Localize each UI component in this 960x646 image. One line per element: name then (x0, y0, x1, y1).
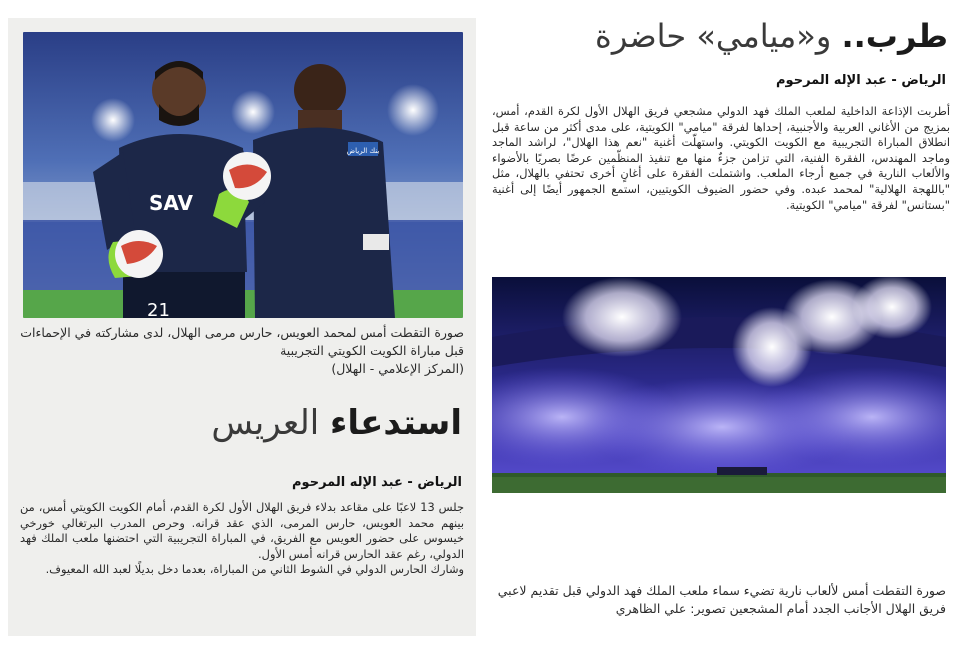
jersey-number: 21 (147, 300, 170, 318)
headline-bold-part: طرب.. (841, 17, 948, 55)
left-headline (211, 400, 462, 446)
paragraph: أطربت الإذاعة الداخلية لملعب الملك فهد الدولي مشجعي فريق الهلال الأول لكرة القدم، أمس، بمزيج من الأغاني العربية والأجنبية، إحداها لفرقة "ميامي" الكويتية، على مدى أكثر من ساعة قبل انطلاق المباراة التجريبية مع الكويت الكويتي. واستهلّت أغنية "نعم هذا الهلال"، لراشد الماجد وماجد المهندس، الفقرة الفنية، التي تزامن جزءٌ منها مع تنفيذ المنظّمين عرضًا بصريًا بالأضواء والألعاب النارية في جميع أرجاء الملعب. واشتملت الفقرة على أغانٍ أخرى تحتفي بالهلال، مثل "باللهجة الهلالية" لمحمد عبده. وفي حضور الضيوف الكويتيين، استمع الجمهور أيضًا إلى أغنية "بستانس" لفرقة "ميامي" الكويتية. (492, 104, 950, 212)
headline-bold-part: استدعاء (330, 403, 462, 443)
right-article (484, 0, 954, 646)
goalkeeper-photo-caption (20, 324, 464, 378)
back-patch: بنك الرياض (346, 147, 380, 155)
right-article-body (492, 104, 950, 213)
goalkeeper-photo (23, 32, 463, 318)
stadium-fireworks-photo (492, 277, 946, 493)
left-article-body (20, 500, 464, 578)
right-headline (595, 14, 948, 58)
right-byline: الرياض - عبد الإله المرحوم (776, 73, 946, 88)
caption-text: صورة التقطت أمس لمحمد العويس، حارس مرمى الهلال، لدى مشاركته في الإحماءات قبل مباراة الكويت الكويتي التجريبية (20, 325, 464, 358)
left-article (8, 18, 476, 636)
fireworks-photo-caption: صورة التقطت أمس لألعاب نارية تضيء سماء ملعب الملك فهد الدولي قبل تقديم لاعبي فريق الهلال الأجانب الجدد أمام المشجعين تصوير: علي الظاهري (497, 583, 946, 616)
photo-credit: (المركز الإعلامي - الهلال) (331, 361, 464, 376)
paragraph: جلس 13 لاعبًا على مقاعد بدلاء فريق الهلال الأول لكرة القدم، أمام الكويت الكويتي أمس، من بينهم محمد العويس، حارس المرمى، الذي عقد قرانه. وحرص المدرب البرتغالي خورخي خيسوس على حضور العويس مع الفريق، في المباراة التجريبية التي احتضنها ملعب الملك فهد الدولي، رغم عقد الحارس قرانه أمس الأول. (20, 500, 464, 561)
jersey-sponsor: SAV (148, 191, 194, 215)
headline-light-part: و«ميامي» حاضرة (595, 17, 832, 55)
headline-light-part: العريس (211, 403, 320, 443)
paragraph: وشارك الحارس الدولي في الشوط الثاني من المباراة، بعدما دخل بديلًا لعبد الله المعيوف. (45, 562, 464, 577)
left-byline: الرياض - عبد الإله المرحوم (292, 475, 462, 490)
